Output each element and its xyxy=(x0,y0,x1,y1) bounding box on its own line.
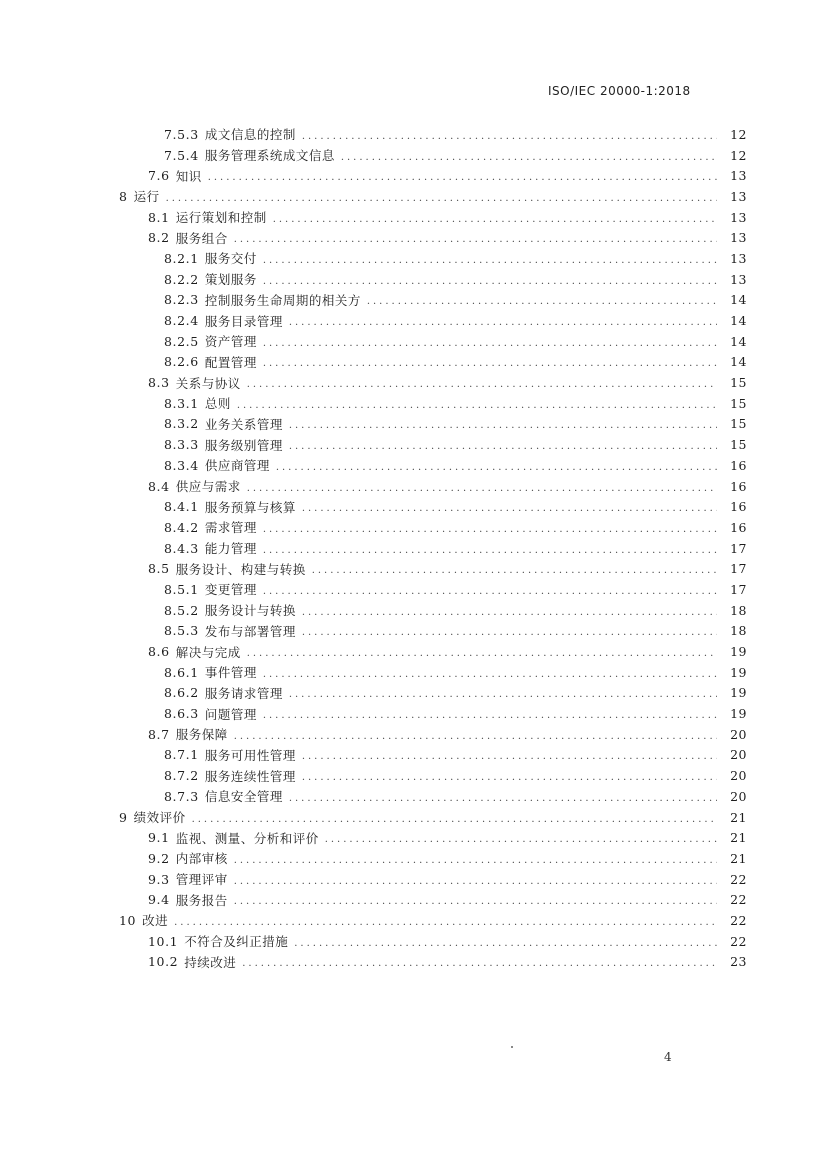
toc-dot-leader xyxy=(302,503,717,514)
toc-entry-number: 8.3.4 xyxy=(164,457,199,473)
toc-entry-title: 绩效评价 xyxy=(133,810,186,826)
toc-entry-title: 服务报告 xyxy=(175,892,228,908)
toc-entry-number: 7.5.3 xyxy=(164,126,199,142)
toc-entry-page: 13 xyxy=(730,250,747,266)
toc-entry-title: 服务管理系统成文信息 xyxy=(204,148,335,164)
toc-dot-leader xyxy=(325,834,717,845)
toc-dot-leader xyxy=(289,317,717,328)
toc-dot-leader xyxy=(294,938,717,949)
toc-entry-page: 13 xyxy=(730,188,747,204)
toc-dot-leader xyxy=(263,710,717,721)
toc-entry-title: 资产管理 xyxy=(204,334,257,350)
toc-entry-page: 14 xyxy=(730,292,747,308)
toc-entry xyxy=(0,372,827,393)
toc-entry-page: 17 xyxy=(730,581,747,597)
toc-entry-page: 22 xyxy=(730,892,747,908)
toc-dot-leader xyxy=(367,296,717,307)
toc-entry-title: 总则 xyxy=(204,396,231,412)
toc-entry-title: 持续改进 xyxy=(184,954,237,970)
toc-dot-leader xyxy=(302,607,717,618)
toc-entry-title: 能力管理 xyxy=(204,541,257,557)
toc-entry-page: 20 xyxy=(730,747,747,763)
toc-entry-number: 7.6 xyxy=(148,168,170,184)
toc-entry xyxy=(0,393,827,414)
toc-entry xyxy=(0,848,827,869)
toc-entry-page: 18 xyxy=(730,602,747,618)
toc-entry-page: 20 xyxy=(730,788,747,804)
toc-entry-number: 8.5.1 xyxy=(164,581,199,597)
toc-entry-title: 不符合及纠正措施 xyxy=(184,934,289,950)
toc-entry xyxy=(0,269,827,290)
toc-entry-title: 服务保障 xyxy=(175,727,228,743)
toc-dot-leader xyxy=(302,627,717,638)
toc-entry-page: 21 xyxy=(730,809,747,825)
toc-entry-title: 监视、测量、分析和评价 xyxy=(175,830,319,846)
toc-entry-title: 服务级别管理 xyxy=(204,437,283,453)
toc-entry xyxy=(0,683,827,704)
toc-entry xyxy=(0,869,827,890)
toc-entry-number: 8.3.1 xyxy=(164,395,199,411)
toc-entry-number: 8.7.3 xyxy=(164,788,199,804)
toc-entry xyxy=(0,476,827,497)
toc-dot-leader xyxy=(234,896,717,907)
toc-dot-leader xyxy=(289,420,717,431)
toc-dot-leader xyxy=(289,441,717,452)
toc-entry-number: 9 xyxy=(119,809,128,825)
toc-entry-title: 关系与协议 xyxy=(175,375,241,391)
toc-entry xyxy=(0,352,827,373)
toc-entry-title: 变更管理 xyxy=(204,582,257,598)
toc-entry-page: 15 xyxy=(730,416,747,432)
toc-entry-number: 9.3 xyxy=(148,871,170,887)
toc-entry-number: 8.6.1 xyxy=(164,664,199,680)
toc-entry-title: 服务设计、构建与转换 xyxy=(175,561,306,577)
toc-entry-title: 供应商管理 xyxy=(204,458,270,474)
toc-entry-number: 8.2.1 xyxy=(164,250,199,266)
toc-entry xyxy=(0,496,827,517)
toc-entry-title: 需求管理 xyxy=(204,520,257,536)
page-number: 4 xyxy=(664,1050,672,1064)
toc-entry-number: 9.2 xyxy=(148,850,170,866)
toc-entry-page: 16 xyxy=(730,478,747,494)
toc-entry-page: 16 xyxy=(730,519,747,535)
toc-entry xyxy=(0,807,827,828)
toc-dot-leader xyxy=(234,234,717,245)
toc-dot-leader xyxy=(166,193,717,204)
toc-entry xyxy=(0,248,827,269)
toc-entry-page: 13 xyxy=(730,271,747,287)
toc-entry xyxy=(0,558,827,579)
toc-entry-title: 策划服务 xyxy=(204,272,257,288)
toc-dot-leader xyxy=(263,276,717,287)
toc-entry xyxy=(0,207,827,228)
toc-entry-number: 8.2.3 xyxy=(164,292,199,308)
toc-dot-leader xyxy=(174,917,717,928)
toc-dot-leader xyxy=(263,358,717,369)
scan-speck xyxy=(511,1046,513,1048)
toc-dot-leader xyxy=(234,876,717,887)
toc-dot-leader xyxy=(247,648,717,659)
toc-dot-leader xyxy=(289,793,717,804)
toc-entry-page: 21 xyxy=(730,830,747,846)
toc-entry-title: 改进 xyxy=(142,913,169,929)
toc-entry xyxy=(0,165,827,186)
toc-entry-title: 服务设计与转换 xyxy=(204,603,296,619)
toc-entry-title: 配置管理 xyxy=(204,354,257,370)
toc-entry xyxy=(0,931,827,952)
toc-entry-title: 事件管理 xyxy=(204,665,257,681)
toc-entry xyxy=(0,621,827,642)
toc-dot-leader xyxy=(276,462,717,473)
toc-dot-leader xyxy=(302,751,717,762)
toc-entry-title: 管理评审 xyxy=(175,872,228,888)
toc-entry-number: 9.4 xyxy=(148,892,170,908)
toc-entry-page: 12 xyxy=(730,147,747,163)
toc-entry-title: 信息安全管理 xyxy=(204,789,283,805)
toc-entry xyxy=(0,724,827,745)
toc-entry-title: 服务请求管理 xyxy=(204,685,283,701)
toc-entry-page: 12 xyxy=(730,126,747,142)
toc-entry xyxy=(0,600,827,621)
toc-entry-page: 16 xyxy=(730,457,747,473)
toc-entry-page: 19 xyxy=(730,644,747,660)
toc-entry xyxy=(0,745,827,766)
toc-entry-title: 服务预算与核算 xyxy=(204,499,296,515)
toc-entry-number: 8.5 xyxy=(148,561,170,577)
toc-entry-page: 15 xyxy=(730,395,747,411)
toc-entry-page: 14 xyxy=(730,354,747,370)
toc-entry xyxy=(0,290,827,311)
toc-entry xyxy=(0,186,827,207)
toc-entry-title: 运行 xyxy=(133,189,160,205)
toc-entry-number: 10.1 xyxy=(148,933,179,949)
toc-entry xyxy=(0,765,827,786)
toc-entry-number: 8.2.4 xyxy=(164,313,199,329)
toc-dot-leader xyxy=(341,152,717,163)
toc-entry xyxy=(0,579,827,600)
toc-entry-page: 19 xyxy=(730,706,747,722)
toc-entry-number: 8.3.3 xyxy=(164,437,199,453)
toc-entry xyxy=(0,641,827,662)
toc-entry-page: 15 xyxy=(730,437,747,453)
toc-entry xyxy=(0,827,827,848)
toc-dot-leader xyxy=(234,731,717,742)
toc-dot-leader xyxy=(263,669,717,680)
toc-entry xyxy=(0,889,827,910)
toc-entry-number: 7.5.4 xyxy=(164,147,199,163)
toc-entry-title: 服务组合 xyxy=(175,230,228,246)
toc-entry xyxy=(0,786,827,807)
toc-entry-number: 8.4.1 xyxy=(164,499,199,515)
toc-entry-number: 8.5.3 xyxy=(164,623,199,639)
toc-entry xyxy=(0,145,827,166)
toc-dot-leader xyxy=(263,586,717,597)
toc-entry-title: 服务连续性管理 xyxy=(204,768,296,784)
toc-entry-page: 22 xyxy=(730,912,747,928)
toc-dot-leader xyxy=(302,772,717,783)
toc-entry-page: 17 xyxy=(730,561,747,577)
toc-entry-page: 22 xyxy=(730,871,747,887)
toc-entry-number: 8.7.2 xyxy=(164,768,199,784)
toc-entry-title: 解决与完成 xyxy=(175,644,241,660)
toc-entry xyxy=(0,414,827,435)
toc-entry-number: 8.4 xyxy=(148,478,170,494)
toc-dot-leader xyxy=(263,338,717,349)
toc-entry-number: 8.4.3 xyxy=(164,540,199,556)
toc-entry xyxy=(0,538,827,559)
toc-entry-page: 17 xyxy=(730,540,747,556)
toc-entry-page: 19 xyxy=(730,685,747,701)
toc-entry-number: 8.5.2 xyxy=(164,602,199,618)
toc-entry-number: 8.7.1 xyxy=(164,747,199,763)
toc-dot-leader xyxy=(247,379,717,390)
toc-entry-page: 16 xyxy=(730,499,747,515)
toc-entry-title: 服务可用性管理 xyxy=(204,747,296,763)
toc-entry-page: 14 xyxy=(730,333,747,349)
toc-entry-title: 控制服务生命周期的相关方 xyxy=(204,292,361,308)
toc-entry-number: 8.2.6 xyxy=(164,354,199,370)
toc-entry-number: 8.2 xyxy=(148,230,170,246)
toc-entry xyxy=(0,227,827,248)
toc-entry xyxy=(0,662,827,683)
toc-entry-title: 内部审核 xyxy=(175,851,228,867)
toc-entry xyxy=(0,124,827,145)
toc-entry-title: 问题管理 xyxy=(204,706,257,722)
toc-dot-leader xyxy=(208,172,717,183)
toc-dot-leader xyxy=(302,131,717,142)
toc-dot-leader xyxy=(263,524,717,535)
toc-entry-number: 10 xyxy=(119,912,137,928)
toc-dot-leader xyxy=(312,565,717,576)
toc-entry-page: 14 xyxy=(730,313,747,329)
toc-entry xyxy=(0,455,827,476)
toc-entry-page: 13 xyxy=(730,209,747,225)
toc-entry-number: 9.1 xyxy=(148,830,170,846)
toc-entry xyxy=(0,910,827,931)
toc-dot-leader xyxy=(234,855,717,866)
toc-entry-page: 20 xyxy=(730,726,747,742)
toc-entry-number: 8.3 xyxy=(148,375,170,391)
toc-dot-leader xyxy=(192,814,717,825)
toc-entry-page: 13 xyxy=(730,230,747,246)
toc-dot-leader xyxy=(273,214,717,225)
toc-entry-page: 13 xyxy=(730,168,747,184)
toc-entry-title: 成文信息的控制 xyxy=(204,127,296,143)
toc-entry-number: 8 xyxy=(119,188,128,204)
toc-entry-page: 22 xyxy=(730,933,747,949)
toc-dot-leader xyxy=(289,689,717,700)
toc-entry xyxy=(0,331,827,352)
toc-dot-leader xyxy=(263,545,717,556)
toc-dot-leader xyxy=(247,483,717,494)
toc-entry-number: 8.2.2 xyxy=(164,271,199,287)
toc-entry-title: 运行策划和控制 xyxy=(175,210,267,226)
toc-dot-leader xyxy=(237,400,717,411)
document-standard-id: ISO/IEC 20000-1:2018 xyxy=(548,84,691,98)
toc-entry xyxy=(0,310,827,331)
toc-entry-number: 8.4.2 xyxy=(164,519,199,535)
toc-entry-number: 8.3.2 xyxy=(164,416,199,432)
toc-entry-title: 服务交付 xyxy=(204,251,257,267)
toc-entry-number: 10.2 xyxy=(148,954,179,970)
toc-entry-number: 8.6 xyxy=(148,644,170,660)
toc-entry-page: 20 xyxy=(730,768,747,784)
toc-entry xyxy=(0,952,827,973)
toc-entry-number: 8.1 xyxy=(148,209,170,225)
toc-entry-number: 8.6.2 xyxy=(164,685,199,701)
toc-entry-page: 21 xyxy=(730,850,747,866)
toc-entry-title: 知识 xyxy=(175,168,202,184)
toc-entry-title: 业务关系管理 xyxy=(204,416,283,432)
toc-entry-page: 15 xyxy=(730,375,747,391)
toc-dot-leader xyxy=(242,958,717,969)
toc-entry xyxy=(0,703,827,724)
toc-entry-title: 服务目录管理 xyxy=(204,313,283,329)
toc-entry xyxy=(0,434,827,455)
toc-entry-title: 发布与部署管理 xyxy=(204,623,296,639)
toc-entry-page: 23 xyxy=(730,954,747,970)
table-of-contents xyxy=(0,124,827,972)
toc-entry-number: 8.6.3 xyxy=(164,706,199,722)
toc-entry-number: 8.2.5 xyxy=(164,333,199,349)
toc-entry-page: 19 xyxy=(730,664,747,680)
toc-entry-number: 8.7 xyxy=(148,726,170,742)
toc-dot-leader xyxy=(263,255,717,266)
toc-entry xyxy=(0,517,827,538)
toc-entry-page: 18 xyxy=(730,623,747,639)
toc-entry-title: 供应与需求 xyxy=(175,479,241,495)
